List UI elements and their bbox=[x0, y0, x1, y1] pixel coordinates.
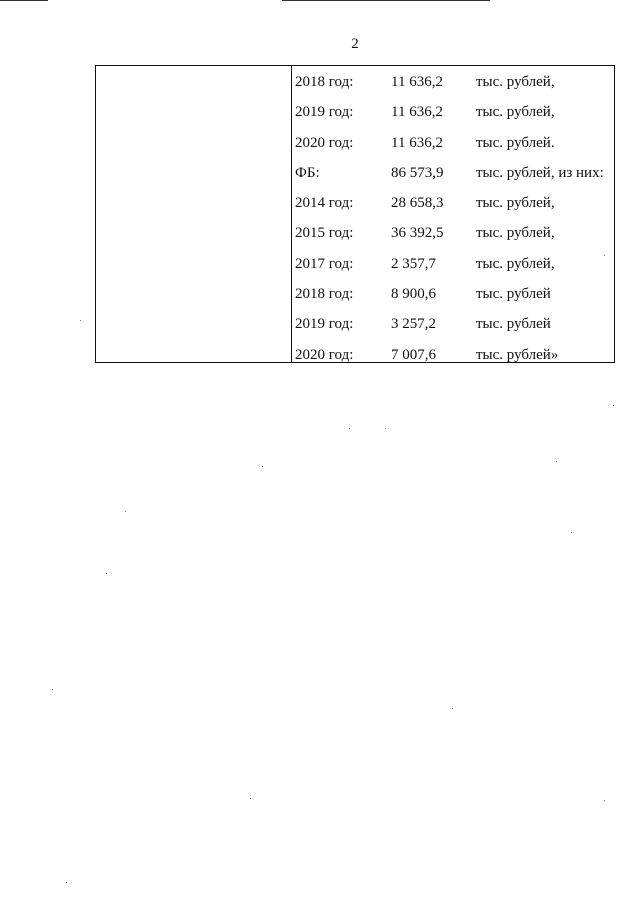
row-amount: 8 900,6 bbox=[391, 286, 436, 303]
row-source-label: ФБ: bbox=[295, 164, 320, 181]
row-year-label: 2019 год: bbox=[295, 316, 354, 333]
scan-speck bbox=[66, 882, 67, 883]
funding-table bbox=[95, 65, 615, 363]
row-amount: 2 357,7 bbox=[391, 255, 436, 272]
row-year-label: 2015 год: bbox=[295, 225, 354, 242]
scan-speck bbox=[52, 689, 53, 690]
scan-speck bbox=[604, 255, 605, 256]
scan-speck bbox=[452, 708, 453, 709]
scan-speck bbox=[613, 405, 614, 406]
page-number: 2 bbox=[351, 36, 359, 52]
row-amount: 11 636,2 bbox=[391, 104, 443, 121]
row-unit: тыс. рублей» bbox=[476, 346, 559, 363]
row-amount: 11 636,2 bbox=[391, 74, 443, 90]
table-row bbox=[292, 157, 614, 187]
table-row bbox=[292, 278, 614, 308]
row-amount: 11 636,2 bbox=[391, 134, 443, 151]
table-row bbox=[292, 96, 614, 126]
row-year-label: 2014 год: bbox=[295, 195, 354, 212]
row-unit: тыс. рублей, из них: bbox=[476, 164, 604, 181]
row-amount: 86 573,9 bbox=[391, 164, 444, 181]
row-unit: тыс. рублей bbox=[476, 286, 551, 303]
row-amount: 36 392,5 bbox=[391, 225, 444, 242]
row-unit: тыс. рублей, bbox=[476, 74, 555, 90]
table-row bbox=[292, 217, 614, 247]
scan-speck bbox=[556, 461, 557, 462]
row-unit: тыс. рублей bbox=[476, 316, 551, 333]
scan-speck bbox=[106, 573, 107, 574]
row-amount: 7 007,6 bbox=[391, 346, 436, 363]
table-row bbox=[292, 187, 614, 217]
row-unit: тыс. рублей, bbox=[476, 255, 555, 272]
row-unit: тыс. рублей, bbox=[476, 104, 555, 121]
scan-speck bbox=[125, 511, 126, 512]
table-row bbox=[292, 127, 614, 157]
table-left-cell bbox=[96, 66, 292, 362]
row-amount: 28 658,3 bbox=[391, 195, 444, 212]
row-year-label: 2018 год: bbox=[295, 74, 354, 90]
scan-speck bbox=[571, 532, 572, 533]
table-row bbox=[292, 66, 614, 96]
row-year-label: 2019 год: bbox=[295, 104, 354, 121]
table-row bbox=[292, 248, 614, 278]
scan-speck bbox=[385, 428, 386, 429]
row-unit: тыс. рублей. bbox=[476, 134, 555, 151]
table-rows bbox=[292, 66, 614, 369]
row-year-label: 2020 год: bbox=[295, 134, 354, 151]
row-year-label: 2020 год: bbox=[295, 346, 354, 363]
scan-speck bbox=[80, 320, 81, 321]
scan-speck bbox=[349, 428, 350, 429]
row-unit: тыс. рублей, bbox=[476, 195, 555, 212]
scan-speck bbox=[250, 798, 251, 799]
row-unit: тыс. рублей, bbox=[476, 225, 555, 242]
row-year-label: 2018 год: bbox=[295, 286, 354, 303]
scan-speck bbox=[262, 466, 263, 467]
top-rule-right bbox=[282, 0, 490, 1]
top-rule-left bbox=[0, 0, 48, 1]
table-row bbox=[292, 339, 614, 369]
scan-speck bbox=[604, 800, 605, 801]
table-row bbox=[292, 308, 614, 338]
row-year-label: 2017 год: bbox=[295, 255, 354, 272]
row-amount: 3 257,2 bbox=[391, 316, 436, 333]
